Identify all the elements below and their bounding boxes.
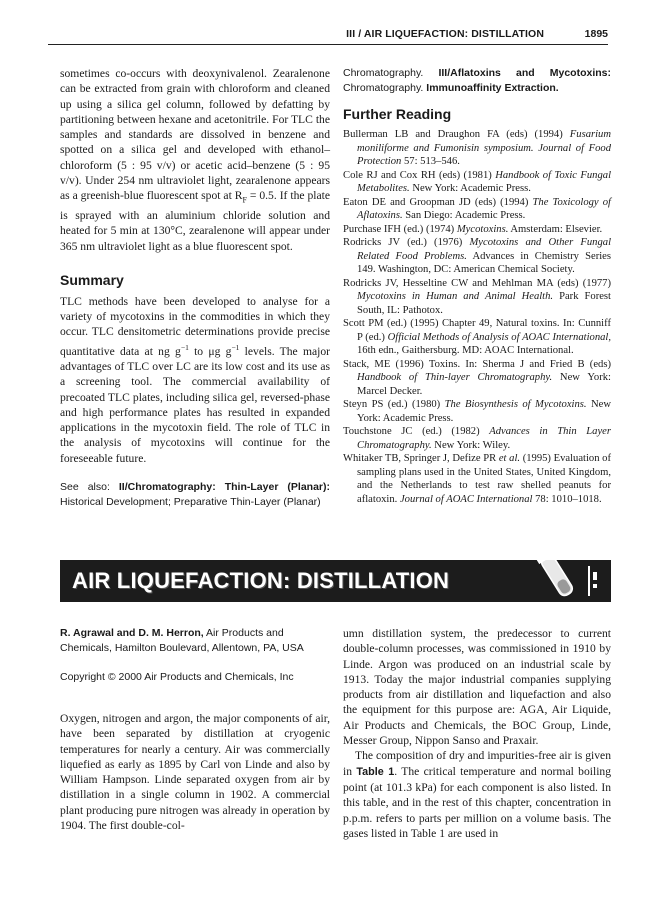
authors: R. Agrawal and D. M. Herron, — [60, 627, 204, 639]
ref-text: Rodricks JV, Hesseltine CW and Mehlman MA (eds) (1977) — [343, 277, 611, 289]
see-also-cont-c[interactable]: Chromatography. — [343, 82, 424, 94]
ref-text: 57: 513–546. — [401, 156, 460, 167]
flask-illustration-icon — [531, 560, 605, 602]
chapter-banner — [60, 560, 611, 602]
running-head — [48, 28, 608, 45]
reference-item — [343, 358, 611, 399]
summary-paragraph — [60, 294, 330, 466]
ref-text: Advances in Chemistry Series 149. Washington, DC: American Chemical Society. — [357, 250, 611, 275]
reference-list — [343, 128, 611, 506]
summary-text-c: levels. The major advantages of TLC over LC are its low cost and its use as a screening tool. The commercial availability of precoated TLC plates, including silica gel, reversed-phase and high performance plates has resulted in expanded applications in the mycotoxin field. The role of TLC in the analysis of mycotoxins will continue for the foreseeable future. — [60, 344, 330, 465]
see-also-link-rest[interactable]: Historical Development; Preparative Thin-Layer (Planar) — [60, 496, 321, 508]
top-right-column — [343, 66, 611, 506]
paragraph-text: . The critical temperature and normal boiling point (at 101.3 kPa) for each component is also listed. In this table, and in the rest of this chapter, concentration in p.p.m. refers to parts per million on a volume basis. The gases listed in Table 1 are used in — [343, 764, 612, 840]
composition-paragraph — [343, 748, 611, 841]
ref-text: New York: Wiley. — [431, 439, 511, 451]
ref-title: Handbook of Thin-layer Chromatography. — [357, 372, 553, 383]
bottom-right-column — [343, 626, 611, 841]
ref-title: The Biosynthesis of Mycotoxins. — [444, 399, 587, 410]
reference-item — [343, 236, 611, 277]
ref-title: The Toxicology of Aflatoxins. — [357, 196, 611, 221]
reference-item — [343, 196, 611, 223]
intro-paragraph: Oxygen, nitrogen and argon, the major components of air, have been separated by distillation at cryogenic temperatures for nearly a century. Air was commercially liquefied as early as 1895 by Carl von Linde and also by William Hampson. Linde separated oxygen from air by distillation in a single column in 1902. A commercial plant producing pure nitrogen was already in operation by 1904. The first double-col- — [60, 712, 330, 833]
running-head-title: III / AIR LIQUEFACTION: DISTILLATION — [346, 28, 544, 40]
reference-item — [343, 128, 611, 169]
ref-title: Handbook of Toxic Fungal Metabolites. — [357, 169, 612, 194]
ref-title: Mycotoxins. — [456, 223, 509, 235]
ref-text: Amsterdam: Elsevier. — [508, 223, 603, 235]
ref-text: 78: 1010–1018. — [532, 493, 602, 505]
see-also-label: See also: — [60, 481, 110, 493]
ref-text: Rodricks JV (ed.) (1976) — [343, 237, 470, 248]
ref-text: Cole RJ and Cox RH (eds) (1981) — [343, 169, 496, 181]
paragraph-text: The composition of dry and impurities-free air is given in — [343, 749, 611, 778]
ref-text: 16th edn., Gaithersburg. MD: AOAC International. — [357, 345, 574, 356]
ref-text: Whitaker TB, Springer J, Defize PR — [343, 453, 499, 464]
chapter-title: AIR LIQUEFACTION: DISTILLATION — [72, 568, 450, 593]
author-affiliation — [60, 626, 330, 656]
ref-journal: Journal of AOAC International — [399, 493, 533, 505]
ref-text: Steyn PS (ed.) (1980) — [343, 399, 445, 410]
summary-text-a: TLC methods have been developed to analyse for a variety of mycotoxins in the commodities in which they occur. TLC densitometric determinations provide precise quantitative data at ng g — [60, 294, 330, 358]
paragraph-text: sometimes co-occurs with deoxynivalenol. Zearalenone can be extracted from grain with chloroform and cleaned up using a silica gel column, followed by defatting by partitioning between hexane and acetonitrile. For TLC the samples and standards are dissolved in benzene and spotted on a silica gel and developed with ethanol–chloroform (5 : 95 v/v) or acetic acid–benzene (5 : 95 v/v). Under 254 nm ultraviolet light, zearalenone appears as a greenish-blue fluorescent spot at R — [60, 67, 330, 203]
reference-item — [343, 452, 611, 506]
see-also-cont-b[interactable]: III/Aflatoxins and Mycotoxins: — [423, 67, 611, 79]
ref-text: Touchstone JC (ed.) (1982) — [343, 426, 490, 437]
ref-text: San Diego: Academic Press. — [402, 210, 526, 221]
ref-text: Eaton DE and Groopman JD (eds) (1994) — [343, 196, 533, 208]
ref-text: Stack, ME (1996) Toxins. In: Sherma J and Fried B (eds) — [343, 358, 611, 370]
ref-text: (1995) Evaluation of sampling plans used in the United States, United Kingdom, and the Netherlands to test raw shelled peanuts for aflatoxin. — [357, 453, 611, 505]
summary-heading: Summary — [60, 271, 124, 288]
copyright: Copyright © 2000 Air Products and Chemicals, Inc — [60, 671, 294, 683]
paragraph-text-end: = 0.5. If the plate is sprayed with an aluminium chloride solution and heated for 5 min at 130°C, zearalenone will appear under 365 nm ultraviolet light as a blue fluorescent spot. — [60, 189, 330, 253]
ref-title: Advances in Thin Layer Chromatography. — [357, 426, 611, 451]
summary-text-b: to μg g — [188, 344, 232, 358]
reference-item — [343, 425, 611, 452]
see-also-link[interactable]: II/Chromatography: Thin-Layer (Planar): — [109, 481, 330, 493]
zearalenone-paragraph — [60, 66, 330, 254]
ref-text: Scott PM (ed.) (1995) Chapter 49, Natural toxins. In: Cunniff P (ed.) — [343, 318, 611, 343]
ref-title: Fusarium moniliforme and Fumonisin symposium. Journal of Food Protection — [357, 129, 611, 167]
subscript: F — [242, 195, 247, 205]
superscript: −1 — [231, 342, 240, 352]
ref-text: Park Forest South, IL: Pathotox. — [357, 291, 611, 316]
reference-item — [343, 398, 611, 425]
superscript: −1 — [180, 342, 189, 352]
ref-text: New York: Academic Press. — [357, 399, 611, 424]
further-reading-heading: Further Reading — [343, 106, 452, 122]
see-also-cont-d[interactable]: Immunoaffinity Extraction. — [423, 82, 559, 94]
ref-text: New York: Marcel Decker. — [357, 372, 611, 397]
ref-title: Official Methods of Analysis of AOAC International, — [387, 331, 612, 343]
see-also-cont-a[interactable]: Chromatography. — [343, 67, 424, 79]
see-also-continued — [343, 66, 611, 96]
ref-title: Mycotoxins and Other Fungal Related Food Problems. — [357, 237, 612, 262]
table-reference-link[interactable]: Table 1 — [356, 765, 395, 778]
affiliation: Air Products and Chemicals, Hamilton Boulevard, Allentown, PA, USA — [60, 627, 304, 654]
top-left-column — [60, 66, 330, 510]
ref-title: et al. — [498, 453, 521, 464]
ref-title: Mycotoxins in Human and Animal Health. — [357, 291, 554, 302]
history-paragraph: umn distillation system, the predecessor to current double-column processes, was commissioned in 1910 by Linde. Argon was produced on an industrial scale by 1913. Today the major industrial companies supplying products from air distillation and liquefaction and also the equipment for this purpose are: AGA, Air Liquide, Air Products and Chemicals, the BOC Group, Linde, Messer Group, Nippon Sanso and Praxair. — [343, 627, 611, 748]
bottom-left-column — [60, 626, 330, 833]
reference-item — [343, 277, 611, 318]
ref-text: Bullerman LB and Draughon FA (eds) (1994) — [343, 129, 570, 140]
see-also — [60, 480, 330, 510]
reference-item — [343, 317, 611, 358]
page-number: 1895 — [584, 28, 608, 40]
reference-item — [343, 223, 611, 237]
reference-item — [343, 169, 611, 196]
ref-text: Purchase IFH (ed.) (1974) — [343, 223, 457, 235]
ref-text: New York: Academic Press. — [409, 183, 531, 194]
